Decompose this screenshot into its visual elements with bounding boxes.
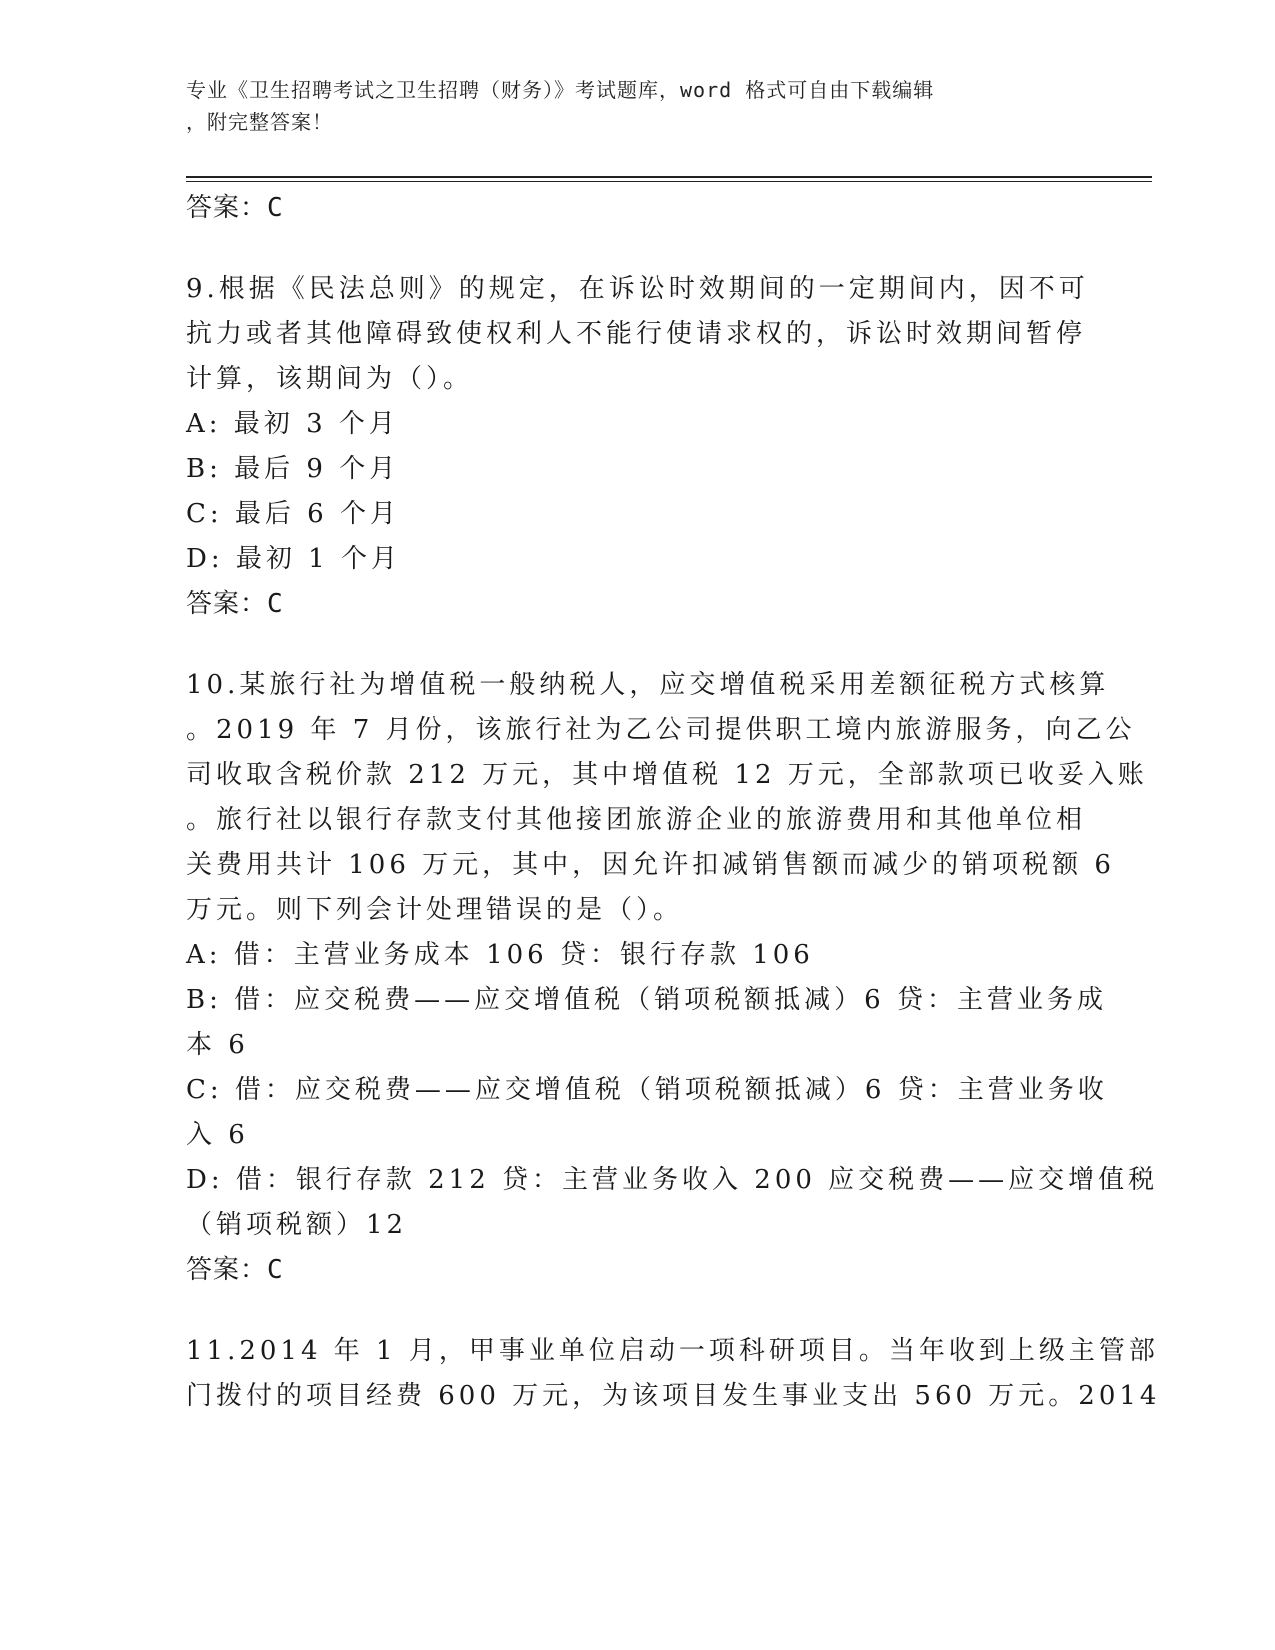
question-10-line-4: 。旅行社以银行存款支付其他接团旅游企业的旅游费用和其他单位相 [186,805,1087,835]
question-9-answer: 答案：C [186,589,284,619]
spacer [186,231,1076,267]
question-10-option-a: A: 借：主营业务成本 106 贷：银行存款 106 [186,940,814,970]
question-10-option-b [186,978,1107,1068]
question-9-option-c: C: 最后 6 个月 [186,499,400,529]
question-10-option-c-line-2: 入 6 [186,1120,249,1150]
question-10-option-d-line-1: D: 借：银行存款 212 贷：主营业务收入 200 应交税费——应交增值税 [186,1165,1159,1195]
question-10-option-c-line-1: C: 借：应交税费——应交增值税（销项税额抵减）6 贷：主营业务收 [186,1075,1108,1105]
question-9-option-a: A: 最初 3 个月 [186,409,399,439]
question-9-line-3: 计算，该期间为（）。 [186,364,474,394]
question-10 [186,663,1159,1293]
question-10-answer: 答案：C [186,1255,284,1285]
question-9-line-2: 抗力或者其他障碍致使权利人不能行使请求权的，诉讼时效期间暂停 [186,319,1087,349]
question-10-line-5: 关费用共计 106 万元，其中，因允许扣减销售额而减少的销项税额 6 [186,850,1115,880]
question-10-line-6: 万元。则下列会计处理错误的是（）。 [186,895,684,925]
question-9-line-1: 9.根据《民法总则》的规定，在诉讼时效期间的一定期间内，因不可 [186,274,1089,304]
header-line-1: 专业《卫生招聘考试之卫生招聘（财务）》考试题库，word 格式可自由下载编辑 [186,78,935,102]
header-rule-thin [186,181,1152,182]
question-10-option-d-line-2: （销项税额）12 [186,1210,408,1240]
header-line-2: ，附完整答案！ [186,110,333,134]
question-10-line-2: 。2019 年 7 月份，该旅行社为乙公司提供职工境内旅游服务，向乙公 [186,715,1136,745]
document-header [186,74,1066,138]
spacer [186,1293,1076,1329]
question-9-option-d: D: 最初 1 个月 [186,544,401,574]
question-11-line-1: 11.2014 年 1 月，甲事业单位启动一项科研项目。当年收到上级主管部 [186,1336,1159,1366]
document-body [186,186,1161,1419]
question-10-line-3: 司收取含税价款 212 万元，其中增值税 12 万元，全部款项已收妥入账 [186,760,1148,790]
question-11-line-2: 门拨付的项目经费 600 万元，为该项目发生事业支出 560 万元。2014 [186,1381,1161,1411]
header-rule-thick [186,176,1152,178]
spacer [186,627,1076,663]
question-10-option-d [186,1158,1159,1248]
question-10-line-1: 10.某旅行社为增值税一般纳税人，应交增值税采用差额征税方式核算 [186,670,1110,700]
question-10-option-b-line-2: 本 6 [186,1030,249,1060]
question-10-option-b-line-1: B: 借：应交税费——应交增值税（销项税额抵减）6 贷：主营业务成 [186,985,1107,1015]
question-9-option-b: B: 最后 9 个月 [186,454,400,484]
answer-previous: 答案：C [186,193,284,223]
question-11 [186,1329,1161,1419]
question-10-option-c [186,1068,1108,1158]
question-9 [186,267,1089,627]
